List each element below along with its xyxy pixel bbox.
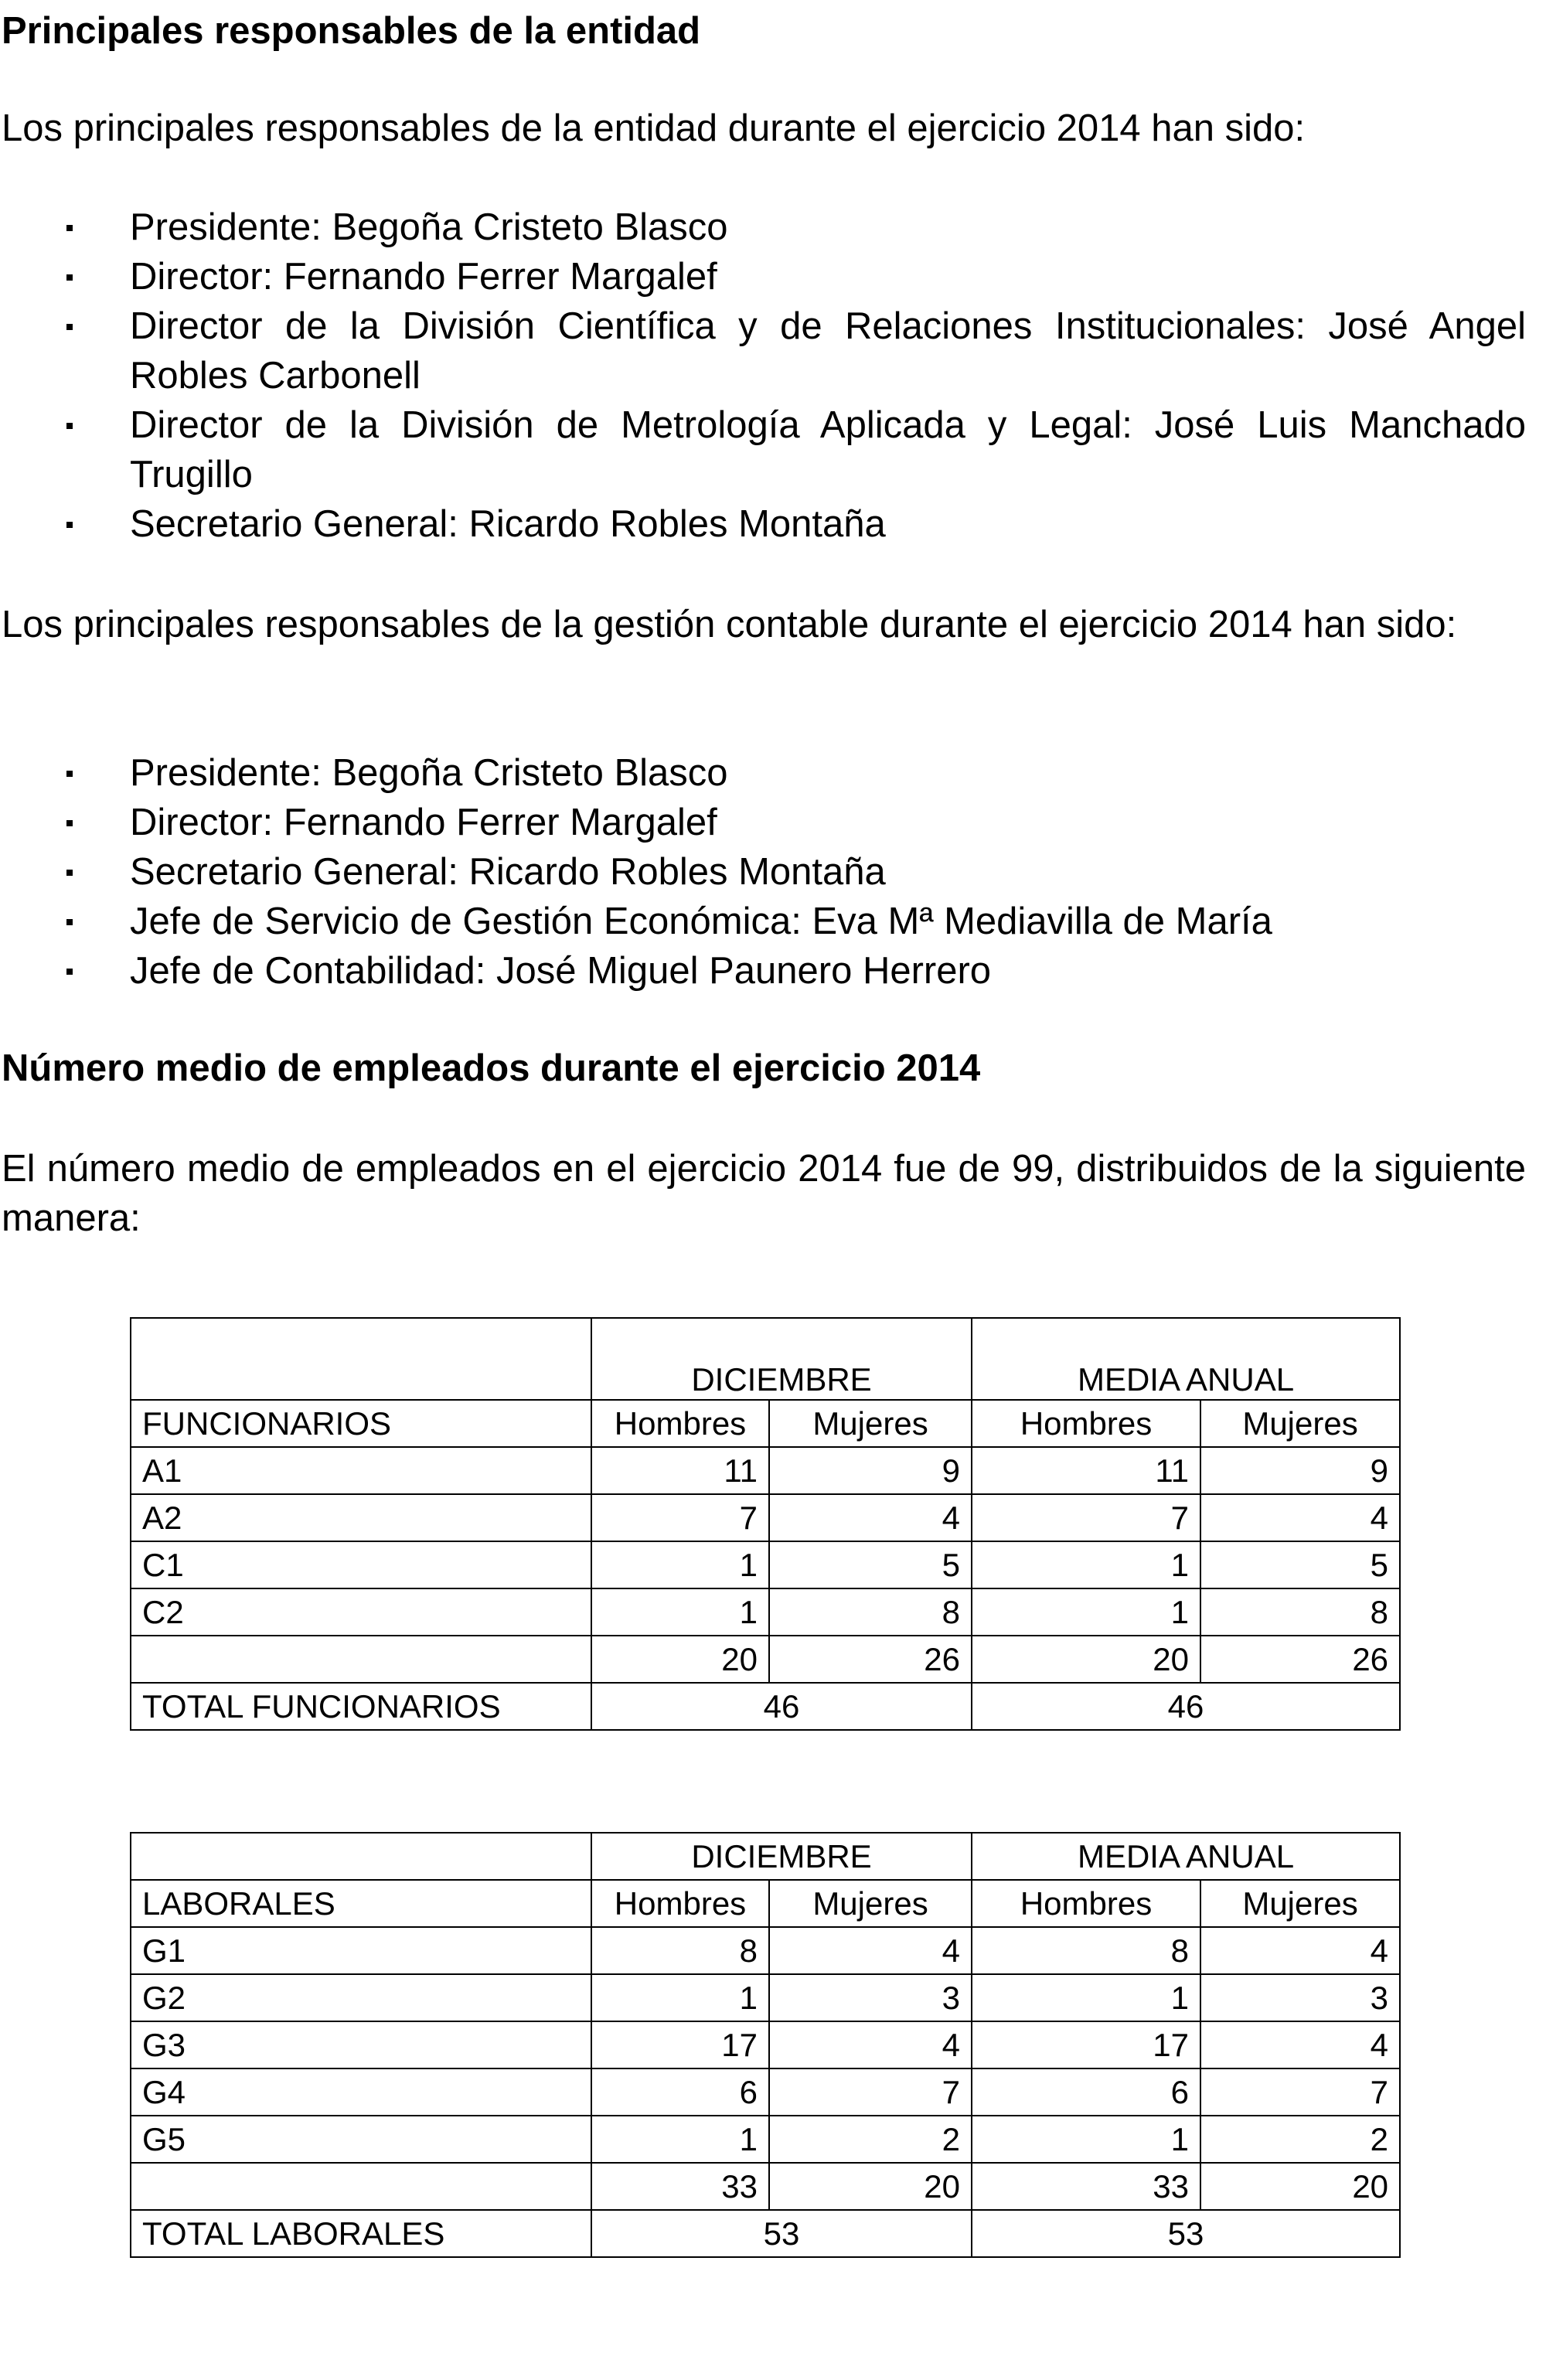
cell-dec-hombres: 11: [591, 1447, 769, 1494]
list-item: Presidente: Begoña Cristeto Blasco: [0, 748, 1526, 798]
list-item: Presidente: Begoña Cristeto Blasco: [0, 203, 1526, 252]
row-label: [131, 1636, 591, 1683]
cell-dec-hombres: 8: [591, 1927, 769, 1974]
cell-dec-hombres: 1: [591, 1974, 769, 2021]
list-item: Director de la División Científica y de Relaciones Institucionales: José Angel Robles Carbonell: [0, 301, 1526, 400]
cell-avg-mujeres: 4: [1200, 2021, 1400, 2068]
cell-avg-hombres: 1: [972, 1541, 1200, 1588]
bullet-icon: [66, 225, 73, 231]
cell-dec-hombres: 33: [591, 2163, 769, 2210]
section-title-empleados: Número medio de empleados durante el ejercicio 2014: [2, 1047, 981, 1089]
cell-avg-hombres: 1: [972, 1974, 1200, 2021]
row-label: C1: [131, 1541, 591, 1588]
category-header: LABORALES: [131, 1880, 591, 1927]
row-label: G1: [131, 1927, 591, 1974]
cell-dec-mujeres: 20: [769, 2163, 972, 2210]
bullet-icon: [66, 820, 73, 826]
table-column-header: [131, 1400, 1400, 1447]
table-column-header: [131, 1880, 1400, 1927]
list-item: Secretario General: Ricardo Robles Montaña: [0, 499, 1526, 549]
group-header-media-anual: MEDIA ANUAL: [972, 1318, 1400, 1400]
row-label: A2: [131, 1494, 591, 1541]
cell-dec-hombres: 7: [591, 1494, 769, 1541]
row-label: G4: [131, 2068, 591, 2116]
cell-dec-hombres: 17: [591, 2021, 769, 2068]
col-header-mujeres: Mujeres: [1200, 1400, 1400, 1447]
cell-avg-mujeres: 4: [1200, 1494, 1400, 1541]
row-label: [131, 2163, 591, 2210]
cell-avg-mujeres: 8: [1200, 1588, 1400, 1636]
total-media-anual: 53: [972, 2210, 1400, 2257]
cell-avg-mujeres: 5: [1200, 1541, 1400, 1588]
cell-avg-hombres: 20: [972, 1636, 1200, 1683]
table-row: [131, 1494, 1400, 1541]
cell-avg-mujeres: 26: [1200, 1636, 1400, 1683]
bullet-icon: [66, 969, 73, 975]
col-header-hombres: Hombres: [591, 1880, 769, 1927]
list-gestion-contable: [0, 748, 1526, 996]
table-subtotal-row: [131, 2163, 1400, 2210]
table-row: [131, 2021, 1400, 2068]
bullet-icon: [66, 771, 73, 777]
cell-avg-hombres: 11: [972, 1447, 1200, 1494]
list-item: Jefe de Contabilidad: José Miguel Paunero Herrero: [0, 946, 1526, 996]
list-item: Director: Fernando Ferrer Margalef: [0, 798, 1526, 847]
table-total-row: [131, 2210, 1400, 2257]
table-row: [131, 1974, 1400, 2021]
intro-empleados: El número medio de empleados en el ejercicio 2014 fue de 99, distribuidos de la siguiente manera:: [2, 1148, 1526, 1239]
table-group-header: [131, 1318, 1400, 1400]
total-media-anual: 46: [972, 1683, 1400, 1730]
cell-dec-mujeres: 7: [769, 2068, 972, 2116]
table-funcionarios: [130, 1317, 1401, 1731]
col-header-hombres: Hombres: [972, 1400, 1200, 1447]
cell-dec-mujeres: 26: [769, 1636, 972, 1683]
col-header-mujeres: Mujeres: [1200, 1880, 1400, 1927]
cell-avg-mujeres: 4: [1200, 1927, 1400, 1974]
cell-dec-mujeres: 4: [769, 1494, 972, 1541]
list-item: Jefe de Servicio de Gestión Económica: Eva Mª Mediavilla de María: [0, 897, 1526, 946]
bullet-icon: [66, 324, 73, 330]
cell-avg-hombres: 17: [972, 2021, 1200, 2068]
total-diciembre: 53: [591, 2210, 972, 2257]
table-total-row: [131, 1683, 1400, 1730]
total-diciembre: 46: [591, 1683, 972, 1730]
cell-dec-mujeres: 3: [769, 1974, 972, 2021]
group-header-diciembre: DICIEMBRE: [591, 1833, 972, 1880]
table-row: [131, 2116, 1400, 2163]
table-subtotal-row: [131, 1636, 1400, 1683]
list-item: Director: Fernando Ferrer Margalef: [0, 252, 1526, 301]
cell-dec-mujeres: 8: [769, 1588, 972, 1636]
cell-dec-mujeres: 2: [769, 2116, 972, 2163]
list-responsables: [0, 203, 1526, 549]
empty-cell: [131, 1833, 591, 1880]
total-label: TOTAL FUNCIONARIOS: [131, 1683, 591, 1730]
cell-dec-mujeres: 9: [769, 1447, 972, 1494]
group-header-diciembre: DICIEMBRE: [591, 1318, 972, 1400]
table-group-header: [131, 1833, 1400, 1880]
table-row: [131, 1447, 1400, 1494]
cell-dec-hombres: 6: [591, 2068, 769, 2116]
row-label: G2: [131, 1974, 591, 2021]
cell-dec-hombres: 1: [591, 1541, 769, 1588]
bullet-icon: [66, 870, 73, 876]
cell-avg-hombres: 1: [972, 2116, 1200, 2163]
category-header: FUNCIONARIOS: [131, 1400, 591, 1447]
col-header-hombres: Hombres: [972, 1880, 1200, 1927]
col-header-mujeres: Mujeres: [769, 1880, 972, 1927]
table-row: [131, 1541, 1400, 1588]
table-row: [131, 1588, 1400, 1636]
total-label: TOTAL LABORALES: [131, 2210, 591, 2257]
bullet-icon: [66, 522, 73, 528]
cell-avg-mujeres: 20: [1200, 2163, 1400, 2210]
bullet-icon: [66, 423, 73, 429]
empty-cell: [131, 1318, 591, 1400]
cell-avg-hombres: 33: [972, 2163, 1200, 2210]
col-header-hombres: Hombres: [591, 1400, 769, 1447]
cell-dec-mujeres: 4: [769, 2021, 972, 2068]
section-title-responsables: Principales responsables de la entidad: [2, 10, 701, 52]
table-laborales: [130, 1832, 1401, 2258]
cell-avg-mujeres: 9: [1200, 1447, 1400, 1494]
cell-avg-hombres: 7: [972, 1494, 1200, 1541]
cell-avg-hombres: 1: [972, 1588, 1200, 1636]
cell-dec-mujeres: 5: [769, 1541, 972, 1588]
row-label: G5: [131, 2116, 591, 2163]
cell-dec-mujeres: 4: [769, 1927, 972, 1974]
cell-avg-mujeres: 2: [1200, 2116, 1400, 2163]
cell-dec-hombres: 20: [591, 1636, 769, 1683]
table-row: [131, 2068, 1400, 2116]
group-header-media-anual: MEDIA ANUAL: [972, 1833, 1400, 1880]
table-row: [131, 1927, 1400, 1974]
cell-dec-hombres: 1: [591, 2116, 769, 2163]
intro-gestion-contable: Los principales responsables de la gestión contable durante el ejercicio 2014 han sido:: [2, 604, 1457, 645]
row-label: A1: [131, 1447, 591, 1494]
cell-avg-mujeres: 7: [1200, 2068, 1400, 2116]
row-label: C2: [131, 1588, 591, 1636]
row-label: G3: [131, 2021, 591, 2068]
cell-dec-hombres: 1: [591, 1588, 769, 1636]
cell-avg-hombres: 6: [972, 2068, 1200, 2116]
cell-avg-mujeres: 3: [1200, 1974, 1400, 2021]
bullet-icon: [66, 274, 73, 281]
list-item: Director de la División de Metrología Aplicada y Legal: José Luis Manchado Trugillo: [0, 400, 1526, 499]
bullet-icon: [66, 919, 73, 925]
intro-responsables: Los principales responsables de la entidad durante el ejercicio 2014 han sido:: [2, 107, 1306, 149]
col-header-mujeres: Mujeres: [769, 1400, 972, 1447]
cell-avg-hombres: 8: [972, 1927, 1200, 1974]
list-item: Secretario General: Ricardo Robles Montaña: [0, 847, 1526, 897]
